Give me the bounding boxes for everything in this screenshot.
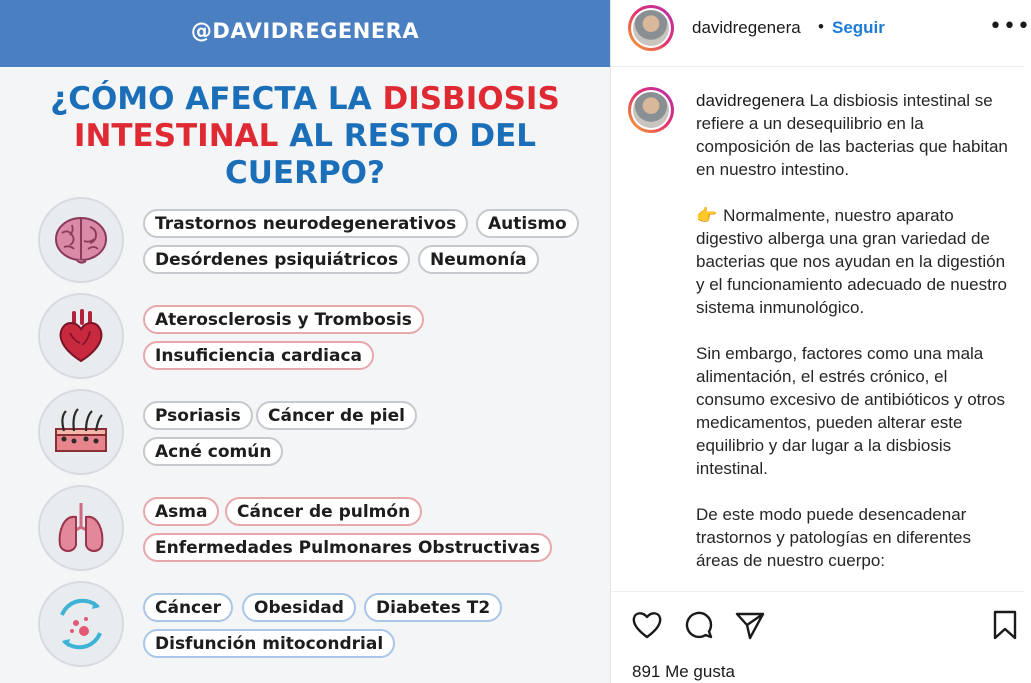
caption-username[interactable]: davidregenera bbox=[696, 91, 805, 110]
condition-pill: Trastornos neurodegenerativos bbox=[143, 209, 468, 238]
follow-button[interactable]: Seguir bbox=[832, 18, 885, 37]
condition-pill: Enfermedades Pulmonares Obstructivas bbox=[143, 533, 552, 562]
caption-text bbox=[696, 89, 1014, 595]
like-heart-icon[interactable] bbox=[630, 608, 664, 642]
headline-text: AL RESTO DEL bbox=[278, 118, 537, 154]
brain-icon bbox=[38, 197, 124, 283]
headline-line-1 bbox=[0, 80, 610, 118]
skin-icon bbox=[38, 389, 124, 475]
section-lungs bbox=[0, 484, 610, 580]
condition-pill: Psoriasis bbox=[143, 401, 253, 430]
caption-paragraph: La disbiosis intestinal se refiere a un desequilibrio en la composición de las bacterias que habitan en nuestro intestino. bbox=[696, 91, 1008, 179]
condition-pill: Desórdenes psiquiátricos bbox=[143, 245, 410, 274]
headline-highlight: DISBIOSIS bbox=[382, 81, 560, 117]
avatar[interactable] bbox=[628, 87, 674, 133]
caption-paragraph: Normalmente, nuestro aparato digestivo alberga una gran variedad de bacterias que nos ayudan en la digestión y el funcionamiento adecuado de nuestro sistema inmunológico. bbox=[696, 206, 1007, 317]
condition-pill: Obesidad bbox=[242, 593, 356, 622]
condition-pill: Neumonía bbox=[418, 245, 539, 274]
caption-paragraph: Sin embargo, factores como una mala alimentación, el estrés crónico, el consumo excesivo de antibióticos y otros medicamentos, pueden alterar este equilibrio y dar lugar a la disbiosis intestinal. bbox=[696, 344, 1005, 478]
likes-count[interactable]: 891 Me gusta bbox=[632, 662, 736, 681]
post-actions bbox=[611, 591, 1025, 683]
lungs-icon bbox=[38, 485, 124, 571]
cell-cycle-icon bbox=[38, 581, 124, 667]
caption-scroll-area[interactable] bbox=[611, 67, 1025, 591]
image-header-band bbox=[0, 0, 610, 67]
section-heart bbox=[0, 292, 610, 388]
condition-pill: Insuficiencia cardiaca bbox=[143, 341, 374, 370]
condition-pill: Disfunción mitocondrial bbox=[143, 629, 395, 658]
condition-pill: Cáncer de piel bbox=[256, 401, 417, 430]
condition-pill: Asma bbox=[143, 497, 219, 526]
avatar[interactable] bbox=[628, 5, 674, 51]
section-skin bbox=[0, 388, 610, 484]
separator-dot: • bbox=[818, 17, 824, 36]
section-brain bbox=[0, 196, 610, 292]
condition-pill: Cáncer bbox=[143, 593, 233, 622]
post-sidebar bbox=[610, 0, 1031, 683]
condition-pill: Acné común bbox=[143, 437, 283, 466]
headline-line-3 bbox=[0, 154, 610, 192]
headline-text: CUERPO? bbox=[224, 155, 386, 191]
condition-pill: Autismo bbox=[476, 209, 579, 238]
header-username[interactable]: davidregenera bbox=[692, 18, 801, 37]
section-metabolic bbox=[0, 580, 610, 676]
heart-icon bbox=[38, 293, 124, 379]
more-options-icon[interactable]: ••• bbox=[989, 14, 1031, 39]
caption-paragraph: De este modo puede desencadenar trastornos y patologías en diferentes áreas de nuestro cuerpo: bbox=[696, 505, 971, 570]
comment-icon[interactable] bbox=[682, 608, 716, 642]
headline-highlight: INTESTINAL bbox=[73, 118, 279, 154]
image-handle: @DAVIDREGENERA bbox=[190, 19, 420, 43]
headline-text: ¿CÓMO AFECTA LA bbox=[50, 81, 383, 117]
pointing-hand-icon: 👉 bbox=[696, 206, 718, 225]
condition-pill: Cáncer de pulmón bbox=[225, 497, 422, 526]
save-bookmark-icon[interactable] bbox=[988, 608, 1022, 642]
post-header bbox=[611, 0, 1031, 67]
condition-pill: Aterosclerosis y Trombosis bbox=[143, 305, 424, 334]
condition-pill: Diabetes T2 bbox=[364, 593, 502, 622]
share-icon[interactable] bbox=[733, 608, 767, 642]
headline-line-2 bbox=[0, 117, 610, 155]
